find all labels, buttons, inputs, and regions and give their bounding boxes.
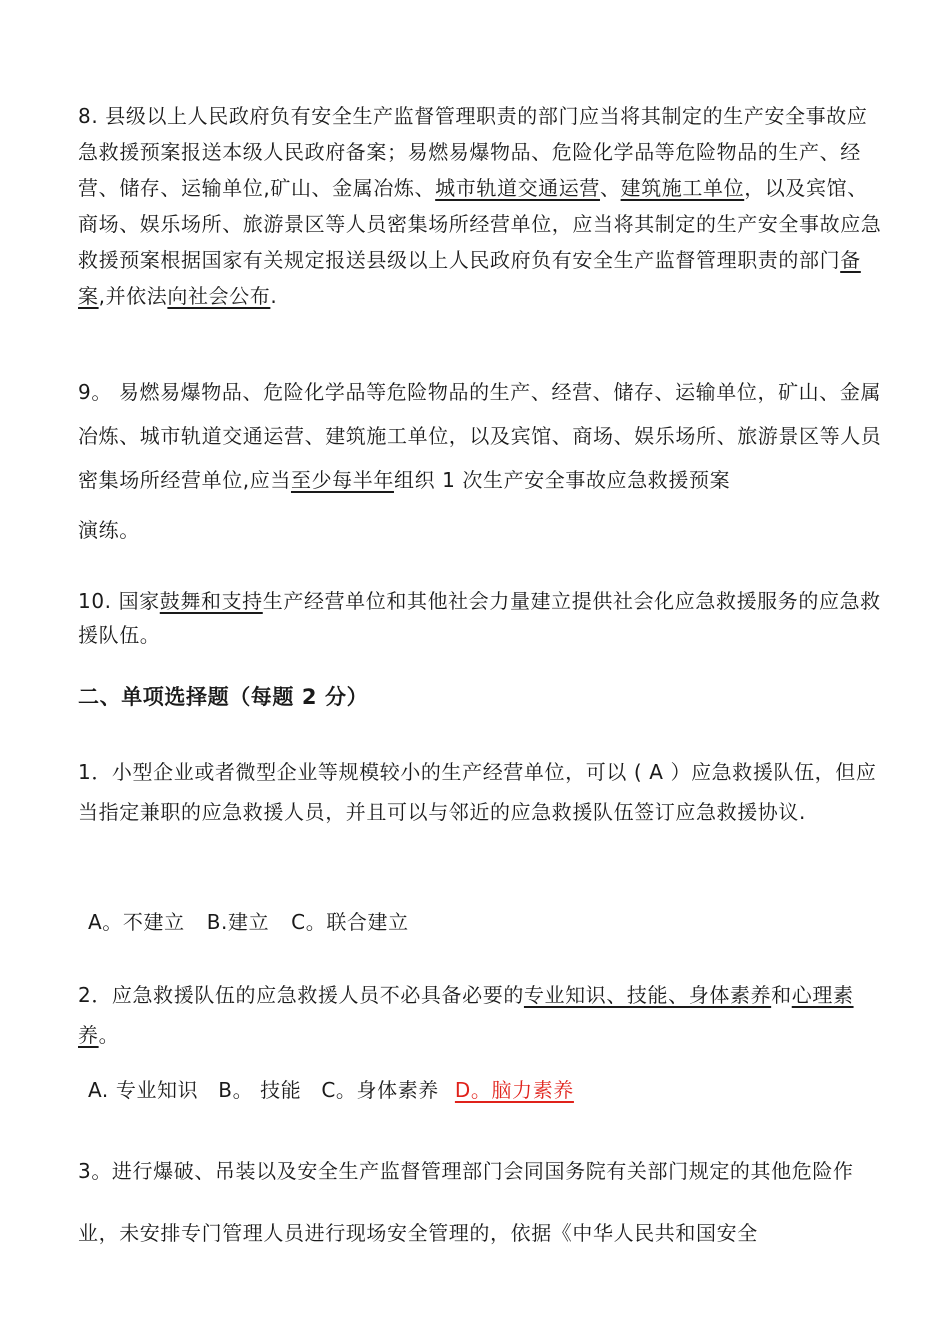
item-9	[78, 370, 888, 502]
item-8-underline-4: 向社会公布	[167, 284, 271, 308]
q2-mid: 和	[771, 983, 792, 1007]
item-9-end-1: 组织 1 次生产安全事故应急救援预案	[393, 468, 731, 492]
q2-text: 2．应急救援队伍的应急救援人员不必具备必要的	[78, 983, 524, 1007]
question-1-options	[88, 905, 898, 939]
question-1: 1．小型企业或者微型企业等规模较小的生产经营单位，可以 ( A ）应急救援队伍，但应当指定兼职的应急救援人员，并且可以与邻近的应急救援队伍签订应急救援协议.	[78, 760, 877, 824]
item-10-text: 10. 国家	[78, 589, 160, 613]
q1-option-a: A。不建立	[88, 910, 185, 934]
item-8-underline-1: 城市轨道交通运营	[435, 176, 600, 200]
item-8-text: 8. 县级以上人民政府负有安全生产监督管理职责的部门应当将其制定的生产安全事故应急救援预案报送本级人民政府备案；易燃易爆物品、危险化学品等危险物品的生产、经营、储存、运输单位,矿山、金属冶炼、	[78, 104, 868, 200]
item-8	[78, 98, 888, 314]
q1-option-c: C。联合建立	[291, 910, 409, 934]
q1-option-b: B.建立	[206, 910, 270, 934]
q2-option-a: A. 专业知识	[88, 1078, 199, 1102]
q2-underline-1: 专业知识、技能、身体素养	[523, 983, 772, 1007]
q2-option-c: C。身体素养	[321, 1078, 439, 1102]
question-2-options	[88, 1073, 898, 1107]
item-10-end: 生产经营单位和其他社会力量建立提供社会化应急救援服务的应急救援队伍。	[78, 589, 881, 647]
question-3: 3。进行爆破、吊装以及安全生产监督管理部门会同国务院有关部门规定的其他危险作业，未安排专门管理人员进行现场安全管理的，依据《中华人民共和国安全	[78, 1159, 854, 1245]
item-9-end-2: 演练。	[78, 518, 140, 542]
item-8-underline-2: 建筑施工单位	[620, 176, 745, 200]
section-heading: 二、单项选择题（每题 2 分）	[78, 685, 369, 709]
item-10	[78, 584, 888, 652]
q2-underline-2: 心理素养	[78, 983, 854, 1047]
item-8-sep-1: 、	[599, 176, 621, 200]
q2-end: 。	[98, 1023, 120, 1047]
q2-answer-d: D。脑力素养	[454, 1078, 574, 1102]
item-8-end: .	[270, 284, 278, 308]
item-10-underline-1: 鼓舞和支持	[159, 589, 263, 613]
item-9-underline-1: 至少每半年	[290, 468, 394, 492]
item-9-text: 9。 易燃易爆物品、危险化学品等危险物品的生产、经营、储存、运输单位，矿山、金属冶炼、城市轨道交通运营、建筑施工单位，以及宾馆、商场、娱乐场所、旅游景区等人员密集场所经营单位,应当	[78, 380, 882, 492]
question-2	[78, 975, 888, 1055]
item-8-mid: ，以及宾馆、商场、娱乐场所、旅游景区等人员密集场所经营单位，应当将其制定的生产安全事故应急救援预案根据国家有关规定报送县级以上人民政府负有安全生产监督管理职责的部门	[78, 176, 882, 272]
q2-option-b: B。 技能	[218, 1078, 302, 1102]
item-8-underline-3: 备案	[78, 248, 861, 308]
item-9-line-last	[78, 513, 888, 547]
item-8-sep-2: ,并依法	[98, 284, 168, 308]
